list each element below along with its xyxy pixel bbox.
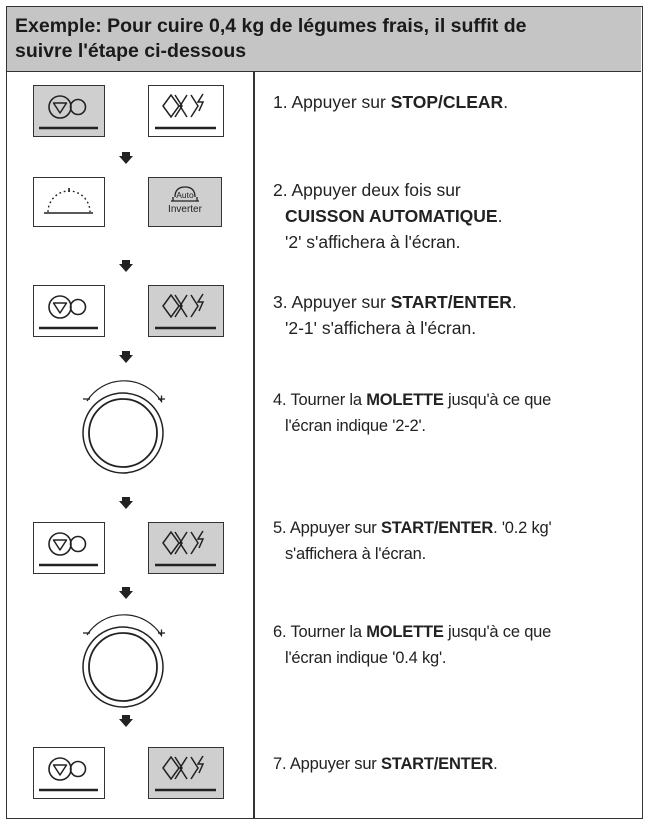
step-6-prefix: 6. Tourner la	[273, 623, 367, 641]
step-2-line3: '2' s'affichera à l'écran.	[285, 232, 461, 252]
step-1-text	[273, 89, 508, 115]
stop-clear-button	[33, 285, 105, 337]
header-title-line2: suivre l'étape ci-dessous	[15, 40, 247, 62]
header-title-line1: Exemple: Pour cuire 0,4 kg de légumes frais, il suffit de	[15, 15, 527, 37]
stop-clear-button	[33, 747, 105, 799]
step-1-prefix: 1. Appuyer sur	[273, 92, 391, 112]
step-3-line2: '2-1' s'affichera à l'écran.	[285, 318, 477, 338]
step-3-text	[273, 289, 517, 341]
weight-arc-icon	[34, 178, 103, 225]
arrow-down-icon	[119, 497, 133, 509]
step-3-line1	[273, 289, 517, 315]
step-7-suffix: .	[493, 755, 498, 773]
inverter-label: Inverter	[168, 204, 202, 215]
step-6-line1	[273, 619, 551, 645]
step-2-bold: CUISSON AUTOMATIQUE	[285, 206, 498, 226]
step-5-prefix: 5. Appuyer sur	[273, 519, 381, 537]
start-enter-button	[148, 522, 224, 574]
start-enter-icon	[149, 523, 222, 572]
step-6-suffix: jusqu'à ce que	[443, 623, 552, 641]
step-1-bold: STOP/CLEAR	[390, 92, 504, 112]
step-5-line2: s'affichera à l'écran.	[285, 545, 427, 563]
stop-clear-icon	[34, 748, 103, 797]
step-3-prefix: 3. Appuyer sur	[273, 292, 391, 312]
step-4-line2: l'écran indique '2-2'.	[285, 417, 426, 435]
start-enter-icon	[149, 286, 222, 335]
arrow-down-icon	[119, 587, 133, 599]
stop-clear-button	[33, 522, 105, 574]
step-4-bold: MOLETTE	[366, 391, 444, 409]
step-5-line1	[273, 515, 551, 541]
step-4-line1	[273, 387, 551, 413]
start-enter-button	[148, 85, 224, 137]
step-4-suffix: jusqu'à ce que	[443, 391, 552, 409]
step-3-suffix: .	[511, 292, 517, 312]
stop-clear-icon	[34, 86, 103, 135]
dial-knob-icon	[75, 373, 171, 477]
auto-cook-button	[148, 177, 222, 227]
step-6-line2: l'écran indique '0.4 kg'.	[285, 649, 447, 667]
start-enter-button	[148, 285, 224, 337]
stop-clear-icon	[34, 286, 103, 335]
weight-display-box	[33, 177, 105, 227]
step-1-suffix: .	[503, 92, 509, 112]
step-2-line1: 2. Appuyer deux fois sur	[273, 180, 461, 200]
start-enter-icon	[149, 86, 222, 135]
arrow-down-icon	[119, 260, 133, 272]
step-2-text	[273, 177, 502, 255]
instruction-header	[7, 7, 641, 72]
stop-clear-button	[33, 85, 105, 137]
column-divider	[253, 71, 255, 819]
step-4-prefix: 4. Tourner la	[273, 391, 367, 409]
step-5-suffix: . '0.2 kg'	[493, 519, 552, 537]
step-7-bold: START/ENTER	[380, 755, 494, 773]
start-enter-icon	[149, 748, 222, 797]
step-7-prefix: 7. Appuyer sur	[273, 755, 381, 773]
step-6-bold: MOLETTE	[366, 623, 444, 641]
arrow-down-icon	[119, 152, 133, 164]
step-5-bold: START/ENTER	[380, 519, 494, 537]
step-7-text	[273, 751, 497, 777]
step-2-line2	[273, 203, 502, 229]
dial-knob-icon	[75, 607, 171, 711]
arrow-down-icon	[119, 351, 133, 363]
arrow-down-icon	[119, 715, 133, 727]
step-4-text	[273, 387, 551, 439]
start-enter-button	[148, 747, 224, 799]
instruction-panel	[6, 6, 643, 819]
stop-clear-icon	[34, 523, 103, 572]
auto-cook-icon	[149, 178, 220, 225]
step-2-suffix: .	[497, 206, 503, 226]
step-5-text	[273, 515, 551, 567]
auto-label: Auto	[176, 190, 194, 200]
step-6-text	[273, 619, 551, 671]
header-title	[15, 14, 635, 64]
step-3-bold: START/ENTER	[390, 292, 512, 312]
